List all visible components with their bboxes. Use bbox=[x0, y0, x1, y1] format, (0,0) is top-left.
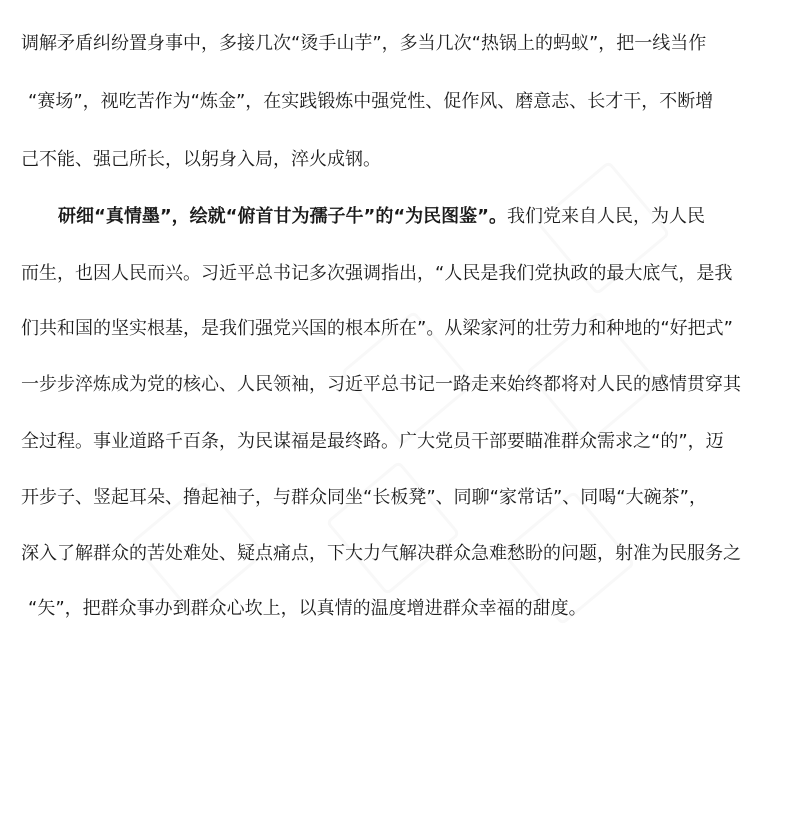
paragraph-line: 深入了解群众的苦处难处、疑点痛点，下大力气解决群众急难愁盼的问题，射准为民服务之 bbox=[21, 543, 741, 564]
paragraph-line: 己不能、强己所长，以躬身入局，淬火成钢。 bbox=[21, 149, 381, 170]
paragraph-line: 开步子、竖起耳朵、撸起袖子，与群众同坐“长板凳”、同聊“家常话”、同喝“大碗茶”， bbox=[21, 487, 707, 508]
watermark-logo bbox=[325, 460, 460, 595]
section-heading: 研细“真情墨”，绘就“俯首甘为孺子牛”的“为民图鉴”。 bbox=[58, 206, 507, 227]
paragraph-line: 们共和国的坚实根基，是我们强党兴国的根本所在”。从梁家河的壮劳力和种地的“好把式” bbox=[21, 318, 733, 339]
paragraph-line: 一步步淬炼成为党的核心、人民领袖，习近平总书记一路走来始终都将对人民的感情贯穿其 bbox=[21, 374, 741, 395]
paragraph-line: 调解矛盾纠纷置身事中，多接几次“烫手山芋”，多当几次“热锅上的蚂蚁”，把一线当作 bbox=[21, 33, 707, 54]
paragraph-first-line bbox=[58, 205, 800, 229]
paragraph-line: “赛场”，视吃苦作为“炼金”，在实践锻炼中强党性、促作风、磨意志、长才干，不断增 bbox=[28, 91, 714, 112]
paragraph-text: 我们党来自人民，为人民 bbox=[506, 206, 705, 227]
paragraph-line: 全过程。事业道路千百条，为民谋福是最终路。广大党员干部要瞄准群众需求之“的”，迈 bbox=[21, 431, 724, 452]
paragraph-line: 而生，也因人民而兴。习近平总书记多次强调指出，“人民是我们党执政的最大底气，是我 bbox=[21, 263, 733, 284]
paragraph-line: “矢”，把群众事办到群众心坎上，以真情的温度增进群众幸福的甜度。 bbox=[28, 598, 587, 619]
